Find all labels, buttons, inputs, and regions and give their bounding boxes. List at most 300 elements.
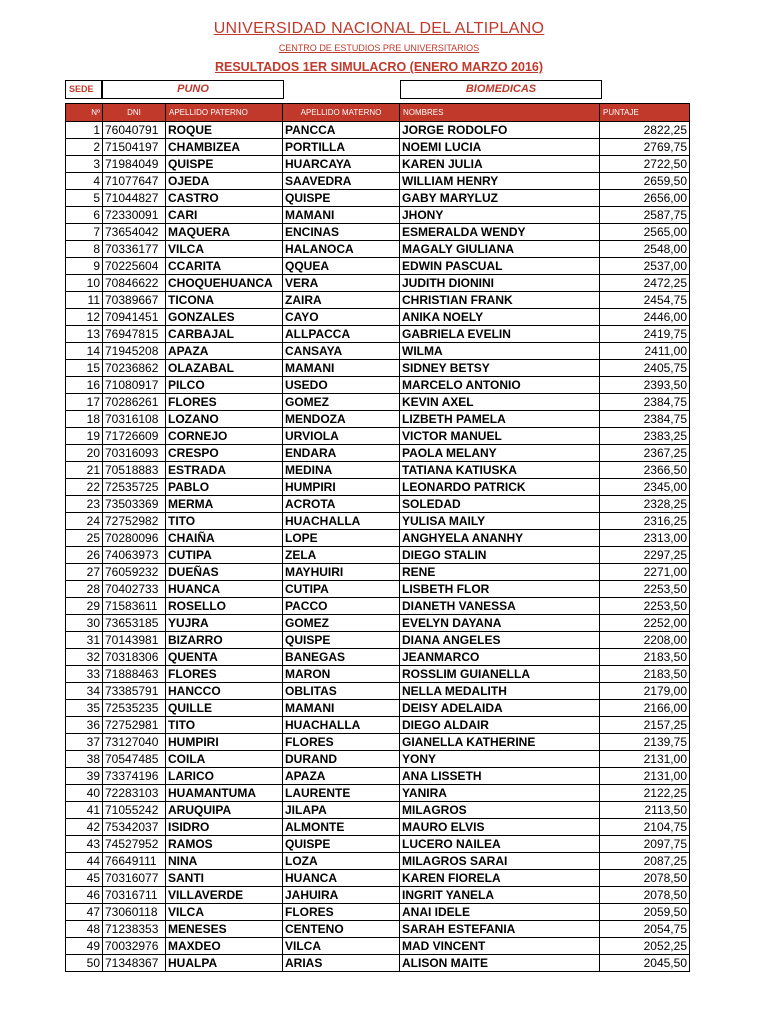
puntaje-cell: 2054,75 [600, 921, 690, 938]
table-row [66, 411, 690, 428]
nombres-cell: MAURO ELVIS [400, 819, 600, 836]
table-row [66, 581, 690, 598]
apellido-materno-cell: SAAVEDRA [283, 173, 400, 190]
row-number: 36 [66, 717, 103, 734]
puntaje-cell: 2316,25 [600, 513, 690, 530]
dni-cell: 70846622 [103, 275, 166, 292]
row-number: 17 [66, 394, 103, 411]
apellido-materno-cell: URVIOLA [283, 428, 400, 445]
puntaje-cell: 2537,00 [600, 258, 690, 275]
apellido-paterno-cell: PABLO [166, 479, 283, 496]
row-number: 46 [66, 887, 103, 904]
table-row [66, 207, 690, 224]
apellido-paterno-cell: MAXDEO [166, 938, 283, 955]
dni-cell: 71348367 [103, 955, 166, 972]
apellido-materno-cell: OBLITAS [283, 683, 400, 700]
col-header-puntaje: PUNTAJE [600, 104, 690, 122]
apellido-paterno-cell: HUAMANTUMA [166, 785, 283, 802]
nombres-cell: INGRIT YANELA [400, 887, 600, 904]
nombres-cell: ANA LISSETH [400, 768, 600, 785]
table-row [66, 564, 690, 581]
dni-cell: 70316108 [103, 411, 166, 428]
nombres-cell: MAGALY GIULIANA [400, 241, 600, 258]
apellido-materno-cell: MAYHUIRI [283, 564, 400, 581]
dni-cell: 70402733 [103, 581, 166, 598]
apellido-paterno-cell: RAMOS [166, 836, 283, 853]
nombres-cell: SARAH ESTEFANIA [400, 921, 600, 938]
row-number: 6 [66, 207, 103, 224]
sede-label: SEDE [65, 80, 102, 99]
dni-cell: 73653185 [103, 615, 166, 632]
nombres-cell: MILAGROS [400, 802, 600, 819]
nombres-cell: JHONY [400, 207, 600, 224]
apellido-materno-cell: MAMANI [283, 700, 400, 717]
table-row [66, 700, 690, 717]
apellido-materno-cell: ALLPACCA [283, 326, 400, 343]
apellido-materno-cell: HUARCAYA [283, 156, 400, 173]
col-header-dni: DNI [103, 104, 166, 122]
apellido-paterno-cell: BIZARRO [166, 632, 283, 649]
nombres-cell: KAREN JULIA [400, 156, 600, 173]
nombres-cell: PAOLA MELANY [400, 445, 600, 462]
row-number: 40 [66, 785, 103, 802]
nombres-cell: DEISY ADELAIDA [400, 700, 600, 717]
table-row [66, 904, 690, 921]
table-row [66, 479, 690, 496]
apellido-materno-cell: CAYO [283, 309, 400, 326]
row-number: 33 [66, 666, 103, 683]
nombres-cell: DIANETH VANESSA [400, 598, 600, 615]
row-number: 39 [66, 768, 103, 785]
puntaje-cell: 2078,50 [600, 870, 690, 887]
dni-cell: 71984049 [103, 156, 166, 173]
apellido-materno-cell: MAMANI [283, 360, 400, 377]
table-row [66, 190, 690, 207]
dni-cell: 72535235 [103, 700, 166, 717]
dni-cell: 70336177 [103, 241, 166, 258]
row-number: 24 [66, 513, 103, 530]
table-row [66, 445, 690, 462]
apellido-paterno-cell: CARI [166, 207, 283, 224]
table-row [66, 122, 690, 139]
dni-cell: 72752981 [103, 717, 166, 734]
row-number: 42 [66, 819, 103, 836]
apellido-materno-cell: VERA [283, 275, 400, 292]
dni-cell: 72535725 [103, 479, 166, 496]
results-table [65, 103, 690, 972]
puntaje-cell: 2384,75 [600, 394, 690, 411]
puntaje-cell: 2446,00 [600, 309, 690, 326]
nombres-cell: MILAGROS SARAI [400, 853, 600, 870]
puntaje-cell: 2659,50 [600, 173, 690, 190]
table-row [66, 768, 690, 785]
apellido-paterno-cell: HUMPIRI [166, 734, 283, 751]
nombres-cell: SIDNEY BETSY [400, 360, 600, 377]
table-row [66, 513, 690, 530]
row-number: 49 [66, 938, 103, 955]
apellido-paterno-cell: TITO [166, 513, 283, 530]
row-number: 14 [66, 343, 103, 360]
dni-cell: 70032976 [103, 938, 166, 955]
table-row [66, 870, 690, 887]
apellido-paterno-cell: PILCO [166, 377, 283, 394]
nombres-cell: LISBETH FLOR [400, 581, 600, 598]
puntaje-cell: 2769,75 [600, 139, 690, 156]
nombres-cell: DIEGO STALIN [400, 547, 600, 564]
row-number: 29 [66, 598, 103, 615]
apellido-materno-cell: ARIAS [283, 955, 400, 972]
col-header-apellido-materno: APELLIDO MATERNO [283, 104, 400, 122]
puntaje-cell: 2252,00 [600, 615, 690, 632]
puntaje-cell: 2656,00 [600, 190, 690, 207]
apellido-paterno-cell: OJEDA [166, 173, 283, 190]
nombres-cell: LEONARDO PATRICK [400, 479, 600, 496]
puntaje-cell: 2822,25 [600, 122, 690, 139]
table-row [66, 343, 690, 360]
apellido-paterno-cell: CASTRO [166, 190, 283, 207]
apellido-paterno-cell: CHAMBIZEA [166, 139, 283, 156]
table-row [66, 819, 690, 836]
nombres-cell: KEVIN AXEL [400, 394, 600, 411]
dni-cell: 72330091 [103, 207, 166, 224]
apellido-paterno-cell: CORNEJO [166, 428, 283, 445]
dni-cell: 70280096 [103, 530, 166, 547]
puntaje-cell: 2131,00 [600, 751, 690, 768]
dni-cell: 75342037 [103, 819, 166, 836]
area-value: BIOMEDICAS [400, 80, 602, 99]
apellido-materno-cell: PACCO [283, 598, 400, 615]
nombres-cell: DIANA ANGELES [400, 632, 600, 649]
apellido-materno-cell: VILCA [283, 938, 400, 955]
apellido-paterno-cell: QUISPE [166, 156, 283, 173]
row-number: 25 [66, 530, 103, 547]
apellido-materno-cell: QUISPE [283, 836, 400, 853]
apellido-paterno-cell: TITO [166, 717, 283, 734]
table-row [66, 241, 690, 258]
apellido-materno-cell: HUACHALLA [283, 717, 400, 734]
table-row [66, 530, 690, 547]
apellido-paterno-cell: HUANCA [166, 581, 283, 598]
dni-cell: 72752982 [103, 513, 166, 530]
apellido-materno-cell: HUMPIRI [283, 479, 400, 496]
nombres-cell: SOLEDAD [400, 496, 600, 513]
apellido-materno-cell: QQUEA [283, 258, 400, 275]
apellido-materno-cell: PANCCA [283, 122, 400, 139]
apellido-materno-cell: LAURENTE [283, 785, 400, 802]
dni-cell: 73503369 [103, 496, 166, 513]
row-number: 10 [66, 275, 103, 292]
dni-cell: 73127040 [103, 734, 166, 751]
nombres-cell: MAD VINCENT [400, 938, 600, 955]
nombres-cell: ROSSLIM GUIANELLA [400, 666, 600, 683]
dni-cell: 71055242 [103, 802, 166, 819]
table-row [66, 139, 690, 156]
row-number: 20 [66, 445, 103, 462]
apellido-paterno-cell: MAQUERA [166, 224, 283, 241]
apellido-materno-cell: MARON [283, 666, 400, 683]
dni-cell: 71726609 [103, 428, 166, 445]
puntaje-cell: 2208,00 [600, 632, 690, 649]
nombres-cell: LIZBETH PAMELA [400, 411, 600, 428]
apellido-materno-cell: GOMEZ [283, 394, 400, 411]
puntaje-cell: 2087,25 [600, 853, 690, 870]
nombres-cell: JEANMARCO [400, 649, 600, 666]
row-number: 11 [66, 292, 103, 309]
table-row [66, 751, 690, 768]
apellido-paterno-cell: VILLAVERDE [166, 887, 283, 904]
table-row [66, 292, 690, 309]
table-row [66, 683, 690, 700]
apellido-paterno-cell: VILCA [166, 904, 283, 921]
apellido-materno-cell: HALANOCA [283, 241, 400, 258]
dni-cell: 76040791 [103, 122, 166, 139]
table-header-row [66, 104, 690, 122]
nombres-cell: VICTOR MANUEL [400, 428, 600, 445]
apellido-materno-cell: CANSAYA [283, 343, 400, 360]
table-row [66, 666, 690, 683]
apellido-paterno-cell: YUJRA [166, 615, 283, 632]
apellido-materno-cell: JAHUIRA [283, 887, 400, 904]
table-row [66, 632, 690, 649]
table-row [66, 377, 690, 394]
apellido-paterno-cell: CHOQUEHUANCA [166, 275, 283, 292]
puntaje-cell: 2078,50 [600, 887, 690, 904]
puntaje-cell: 2166,00 [600, 700, 690, 717]
puntaje-cell: 2157,25 [600, 717, 690, 734]
row-number: 48 [66, 921, 103, 938]
table-row [66, 360, 690, 377]
nombres-cell: MARCELO ANTONIO [400, 377, 600, 394]
row-number: 21 [66, 462, 103, 479]
dni-cell: 70316711 [103, 887, 166, 904]
puntaje-cell: 2183,50 [600, 649, 690, 666]
col-header-nombres: NOMBRES [400, 104, 600, 122]
puntaje-cell: 2313,00 [600, 530, 690, 547]
nombres-cell: DIEGO ALDAIR [400, 717, 600, 734]
row-number: 7 [66, 224, 103, 241]
row-number: 3 [66, 156, 103, 173]
table-row [66, 394, 690, 411]
apellido-materno-cell: ACROTA [283, 496, 400, 513]
puntaje-cell: 2411,00 [600, 343, 690, 360]
nombres-cell: JUDITH DIONINI [400, 275, 600, 292]
dni-cell: 70225604 [103, 258, 166, 275]
dni-cell: 71080917 [103, 377, 166, 394]
table-row [66, 428, 690, 445]
dni-cell: 70518883 [103, 462, 166, 479]
row-number: 5 [66, 190, 103, 207]
row-number: 50 [66, 955, 103, 972]
dni-cell: 70941451 [103, 309, 166, 326]
row-number: 28 [66, 581, 103, 598]
puntaje-cell: 2384,75 [600, 411, 690, 428]
table-row [66, 717, 690, 734]
puntaje-cell: 2383,25 [600, 428, 690, 445]
nombres-cell: EDWIN PASCUAL [400, 258, 600, 275]
table-row [66, 734, 690, 751]
nombres-cell: WILMA [400, 343, 600, 360]
dni-cell: 71888463 [103, 666, 166, 683]
apellido-paterno-cell: CARBAJAL [166, 326, 283, 343]
sede-value: PUNO [102, 80, 284, 99]
row-number: 38 [66, 751, 103, 768]
nombres-cell: RENE [400, 564, 600, 581]
table-row [66, 598, 690, 615]
nombres-cell: YONY [400, 751, 600, 768]
apellido-materno-cell: ZELA [283, 547, 400, 564]
dni-cell: 73385791 [103, 683, 166, 700]
puntaje-cell: 2097,75 [600, 836, 690, 853]
nombres-cell: EVELYN DAYANA [400, 615, 600, 632]
row-number: 45 [66, 870, 103, 887]
row-number: 37 [66, 734, 103, 751]
apellido-paterno-cell: FLORES [166, 666, 283, 683]
table-row [66, 785, 690, 802]
row-number: 23 [66, 496, 103, 513]
apellido-paterno-cell: LARICO [166, 768, 283, 785]
apellido-materno-cell: ENDARA [283, 445, 400, 462]
nombres-cell: ANAI IDELE [400, 904, 600, 921]
nombres-cell: CHRISTIAN FRANK [400, 292, 600, 309]
puntaje-cell: 2366,50 [600, 462, 690, 479]
puntaje-cell: 2183,50 [600, 666, 690, 683]
apellido-materno-cell: LOPE [283, 530, 400, 547]
puntaje-cell: 2253,50 [600, 598, 690, 615]
apellido-materno-cell: CUTIPA [283, 581, 400, 598]
table-row [66, 326, 690, 343]
row-number: 15 [66, 360, 103, 377]
row-number: 35 [66, 700, 103, 717]
apellido-materno-cell: DURAND [283, 751, 400, 768]
apellido-paterno-cell: LOZANO [166, 411, 283, 428]
nombres-cell: ANGHYELA ANANHY [400, 530, 600, 547]
dni-cell: 71044827 [103, 190, 166, 207]
table-row [66, 938, 690, 955]
nombres-cell: KAREN FIORELA [400, 870, 600, 887]
puntaje-cell: 2548,00 [600, 241, 690, 258]
dni-cell: 71238353 [103, 921, 166, 938]
table-row [66, 955, 690, 972]
row-number: 19 [66, 428, 103, 445]
dni-cell: 76649111 [103, 853, 166, 870]
row-number: 12 [66, 309, 103, 326]
row-number: 41 [66, 802, 103, 819]
puntaje-cell: 2271,00 [600, 564, 690, 581]
dni-cell: 76947815 [103, 326, 166, 343]
nombres-cell: TATIANA KATIUSKA [400, 462, 600, 479]
apellido-paterno-cell: TICONA [166, 292, 283, 309]
table-row [66, 836, 690, 853]
apellido-paterno-cell: OLAZABAL [166, 360, 283, 377]
row-number: 44 [66, 853, 103, 870]
apellido-paterno-cell: HANCCO [166, 683, 283, 700]
dni-cell: 70389667 [103, 292, 166, 309]
apellido-materno-cell: MEDINA [283, 462, 400, 479]
apellido-paterno-cell: DUEÑAS [166, 564, 283, 581]
nombres-cell: ALISON MAITE [400, 955, 600, 972]
apellido-materno-cell: QUISPE [283, 632, 400, 649]
table-row [66, 921, 690, 938]
apellido-materno-cell: PORTILLA [283, 139, 400, 156]
nombres-cell: GABY MARYLUZ [400, 190, 600, 207]
row-number: 16 [66, 377, 103, 394]
puntaje-cell: 2253,50 [600, 581, 690, 598]
dni-cell: 73654042 [103, 224, 166, 241]
dni-cell: 73060118 [103, 904, 166, 921]
puntaje-cell: 2045,50 [600, 955, 690, 972]
apellido-paterno-cell: ESTRADA [166, 462, 283, 479]
apellido-paterno-cell: ISIDRO [166, 819, 283, 836]
table-row [66, 258, 690, 275]
table-row [66, 156, 690, 173]
row-number: 32 [66, 649, 103, 666]
puntaje-cell: 2139,75 [600, 734, 690, 751]
apellido-paterno-cell: ROQUE [166, 122, 283, 139]
nombres-cell: NOEMI LUCIA [400, 139, 600, 156]
apellido-materno-cell: FLORES [283, 904, 400, 921]
apellido-paterno-cell: QUILLE [166, 700, 283, 717]
row-number: 4 [66, 173, 103, 190]
puntaje-cell: 2565,00 [600, 224, 690, 241]
nombres-cell: GABRIELA EVELIN [400, 326, 600, 343]
dni-cell: 72283103 [103, 785, 166, 802]
table-row [66, 853, 690, 870]
nombres-cell: NELLA MEDALITH [400, 683, 600, 700]
table-row [66, 173, 690, 190]
dni-cell: 71945208 [103, 343, 166, 360]
apellido-materno-cell: MENDOZA [283, 411, 400, 428]
puntaje-cell: 2587,75 [600, 207, 690, 224]
puntaje-cell: 2722,50 [600, 156, 690, 173]
puntaje-cell: 2059,50 [600, 904, 690, 921]
apellido-paterno-cell: GONZALES [166, 309, 283, 326]
apellido-materno-cell: LOZA [283, 853, 400, 870]
puntaje-cell: 2472,25 [600, 275, 690, 292]
apellido-paterno-cell: ARUQUIPA [166, 802, 283, 819]
row-number: 31 [66, 632, 103, 649]
center-subtitle: CENTRO DE ESTUDIOS PRE UNIVERSITARIOS [278, 43, 480, 53]
dni-cell: 70286261 [103, 394, 166, 411]
dni-cell: 74063973 [103, 547, 166, 564]
row-number: 1 [66, 122, 103, 139]
dni-cell: 70547485 [103, 751, 166, 768]
dni-cell: 70316077 [103, 870, 166, 887]
apellido-materno-cell: USEDO [283, 377, 400, 394]
apellido-materno-cell: GOMEZ [283, 615, 400, 632]
apellido-paterno-cell: ROSELLO [166, 598, 283, 615]
puntaje-cell: 2297,25 [600, 547, 690, 564]
row-number: 8 [66, 241, 103, 258]
apellido-paterno-cell: CUTIPA [166, 547, 283, 564]
puntaje-cell: 2179,00 [600, 683, 690, 700]
dni-cell: 70143981 [103, 632, 166, 649]
puntaje-cell: 2367,25 [600, 445, 690, 462]
table-row [66, 462, 690, 479]
nombres-cell: YANIRA [400, 785, 600, 802]
table-row [66, 496, 690, 513]
dni-cell: 73374196 [103, 768, 166, 785]
row-number: 30 [66, 615, 103, 632]
row-number: 2 [66, 139, 103, 156]
nombres-cell: WILLIAM HENRY [400, 173, 600, 190]
row-number: 27 [66, 564, 103, 581]
row-number: 47 [66, 904, 103, 921]
table-row [66, 224, 690, 241]
row-number: 22 [66, 479, 103, 496]
dni-cell: 71504197 [103, 139, 166, 156]
col-header-apellido-paterno: APELLIDO PATERNO [166, 104, 283, 122]
table-row [66, 309, 690, 326]
